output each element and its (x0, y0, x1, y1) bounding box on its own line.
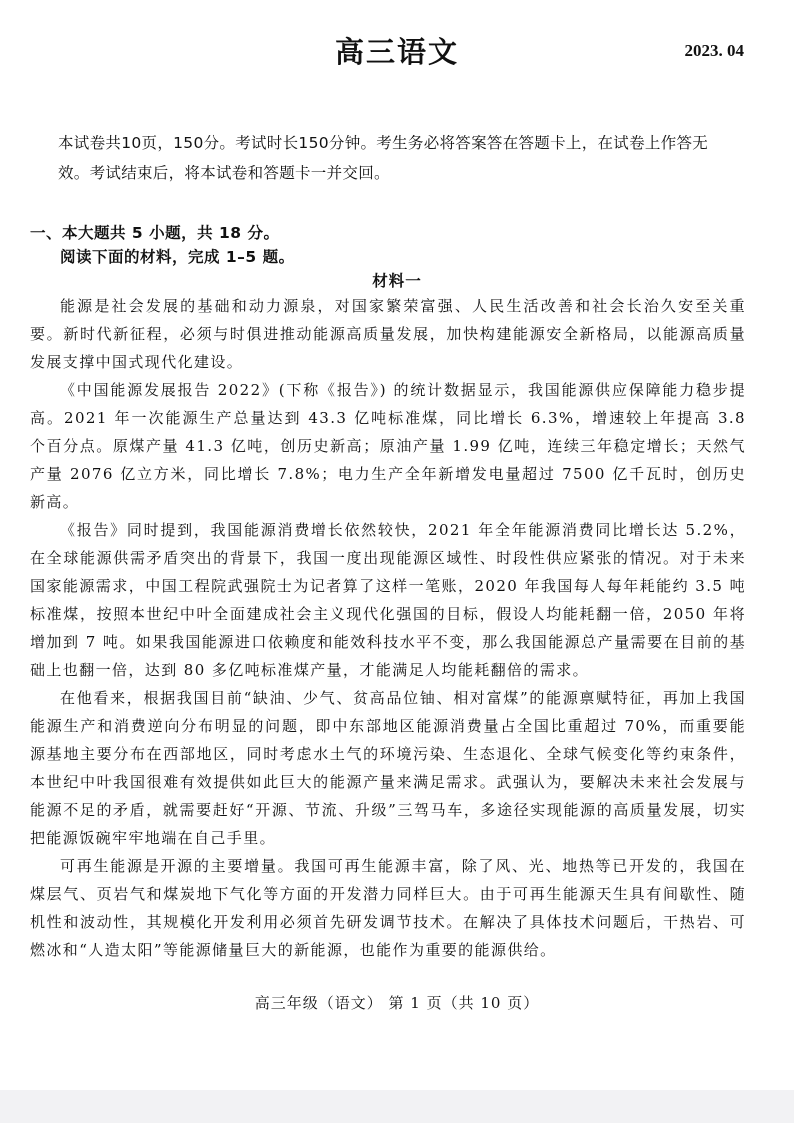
paragraph: 可再生能源是开源的主要增量。我国可再生能源丰富，除了风、光、地热等已开发的，我国在煤层气、页岩气和煤炭地下气化等方面的开发潜力同样巨大。由于可再生能源天生具有间歇性、随机性和波动性，其规模化开发利用必须首先研发调节技术。在解决了具体技术问题后，干热岩、可燃冰和“人造太阳”等能源储量巨大的新能源，也能作为重要的能源供给。 (30, 857, 746, 959)
material-title: 材料一 (372, 272, 422, 290)
page-footer: 高三年级（语文） 第 1 页（共 10 页） (254, 994, 540, 1012)
exam-date: 2023. 04 (684, 41, 744, 60)
paragraph: 《报告》同时提到，我国能源消费增长依然较快，2021 年全年能源消费同比增长达 5.2%，在全球能源供需矛盾突出的背景下，我国一度出现能源区域性、时段性供应紧张的情况。对于未来国家能源需求，中国工程院武强院士为记者算了这样一笔账，2020 年我国每人每年耗能约 3.5 吨标准煤，按照本世纪中叶全面建成社会主义现代化强国的目标，假设人均能耗翻一倍，2050 年将增加到 7 吨。如果我国能源进口依赖度和能效科技水平不变，那么我国能源总产量需要在目前的基础上也翻一倍，达到 80 多亿吨标准煤产量，才能满足人均能耗翻倍的需求。 (30, 521, 746, 679)
exam-instructions: 本试卷共10页，150分。考试时长150分钟。考生务必将答案答在答题卡上，在试卷上作答无效。考试结束后，将本试卷和答题卡一并交回。 (58, 134, 709, 182)
paragraph: 在他看来，根据我国目前“缺油、少气、贫高品位铀、相对富煤”的能源禀赋特征，再加上我国能源生产和消费逆向分布明显的问题，即中东部地区能源消费量占全国比重超过 70%，而重要能源基地主要分布在西部地区，同时考虑水土气的环境污染、生态退化、全球气候变化等约束条件，本世纪中叶我国很难有效提供如此巨大的能源产量来满足需求。武强认为，要解决未来社会发展与能源不足的矛盾，就需要赶好“开源、节流、升级”三驾马车，多途径实现能源的高质量发展，切实把能源饭碗牢牢地端在自己手里。 (30, 689, 746, 847)
viewer-bottom-band (0, 1090, 794, 1123)
page-title: 高三语文 (334, 35, 459, 69)
section-heading: 一、本大题共 5 小题，共 18 分。 (30, 224, 280, 242)
paragraph: 能源是社会发展的基础和动力源泉，对国家繁荣富强、人民生活改善和社会长治久安至关重要。新时代新征程，必须与时俱进推动能源高质量发展，加快构建能源安全新格局，以能源高质量发展支撑中国式现代化建设。 (30, 297, 746, 371)
reading-instruction: 阅读下面的材料，完成 1–5 题。 (60, 248, 295, 266)
material-body (30, 292, 746, 964)
paragraph: 《中国能源发展报告 2022》(下称《报告》) 的统计数据显示，我国能源供应保障能力稳步提高。2021 年一次能源生产总量达到 43.3 亿吨标准煤，同比增长 6.3%，增速较上年提高 3.8 个百分点。原煤产量 41.3 亿吨，创历史新高；原油产量 1.99 亿吨，连续三年稳定增长；天然气产量 2076 亿立方米，同比增长 7.8%；电力生产全年新增发电量超过 7500 亿千瓦时，创历史新高。 (30, 381, 746, 511)
